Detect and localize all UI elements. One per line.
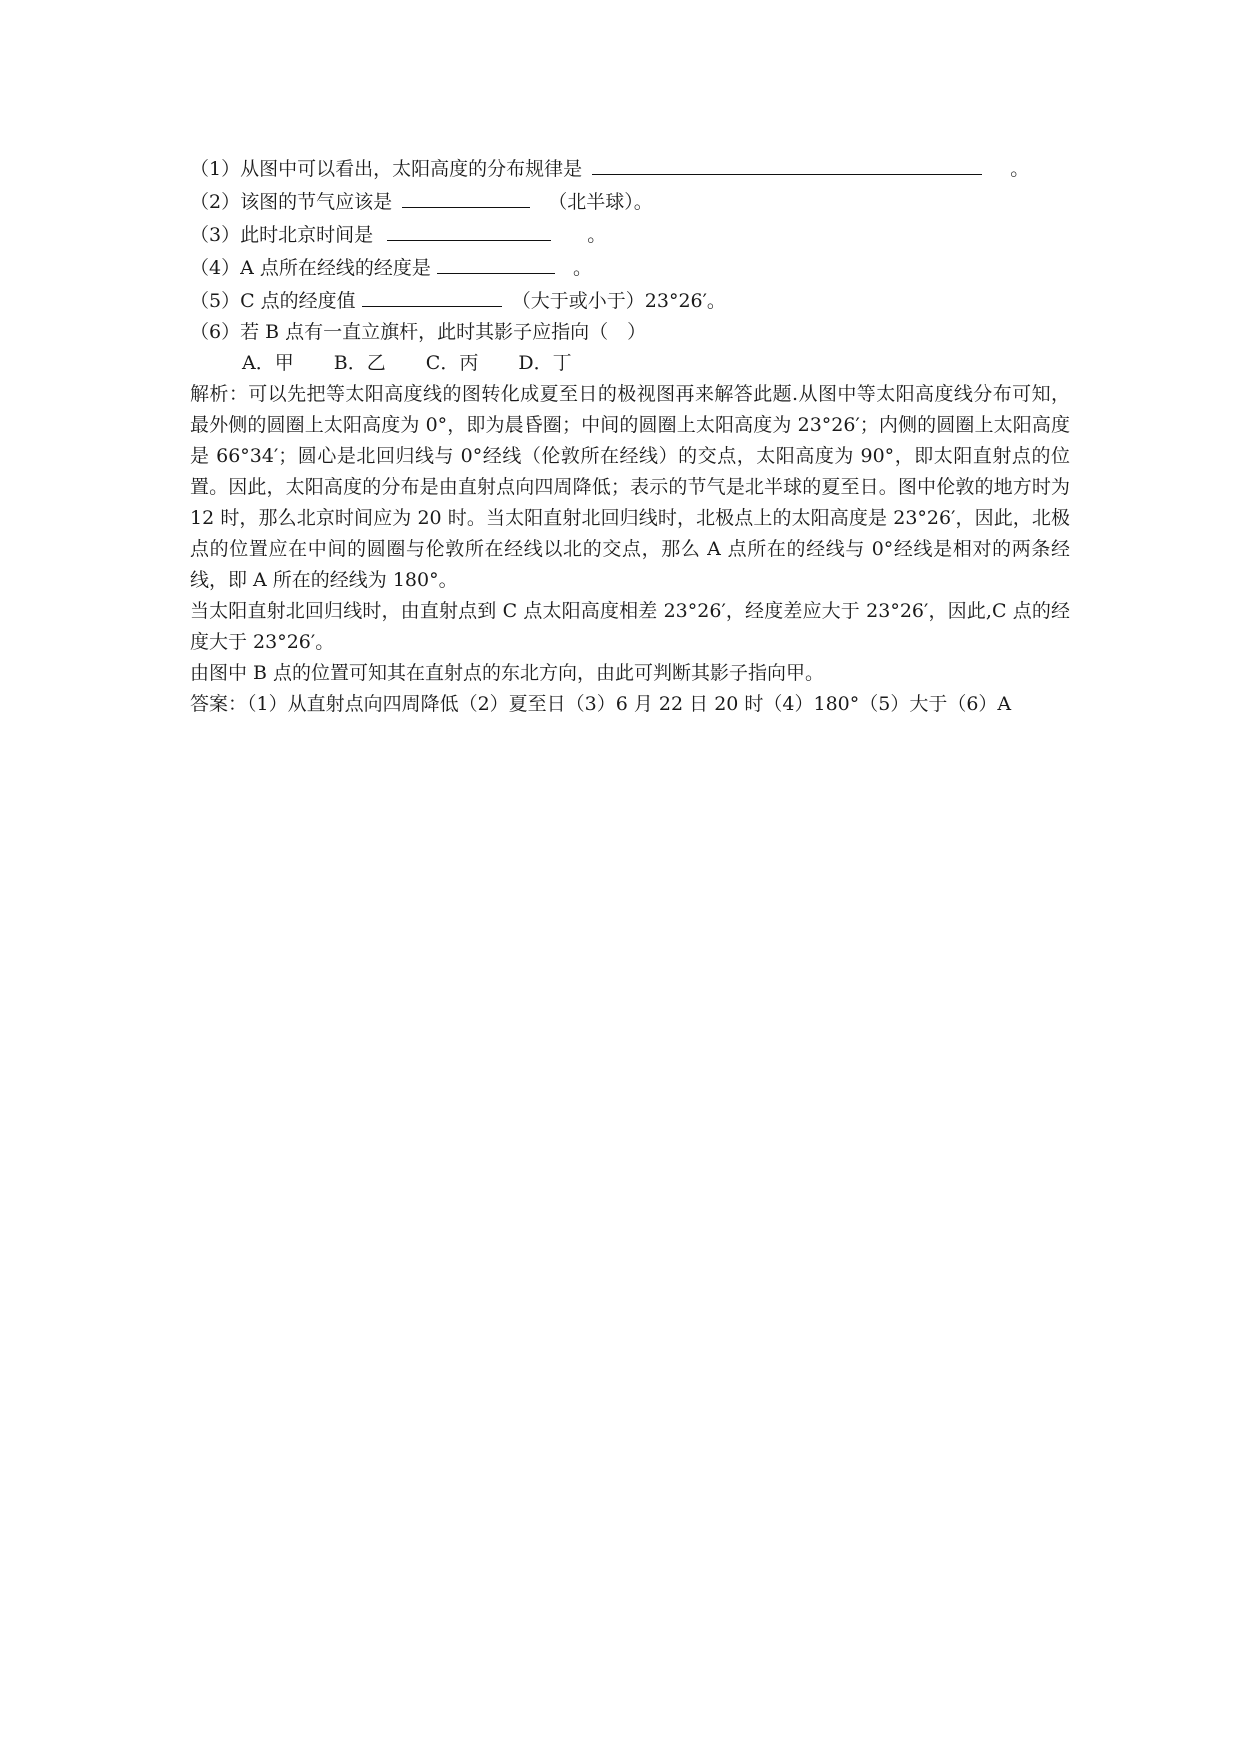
question-5-text: （5）C 点的经度值 bbox=[190, 290, 356, 312]
answer-blank-1[interactable] bbox=[592, 152, 982, 175]
question-5-end: （大于或小于）23°26′。 bbox=[511, 290, 726, 312]
question-2-text: （2）该图的节气应该是 bbox=[190, 191, 393, 213]
document-body bbox=[190, 152, 1070, 720]
question-3-text: （3）此时北京时间是 bbox=[190, 224, 374, 246]
option-b[interactable]: B．乙 bbox=[333, 352, 386, 374]
question-3 bbox=[190, 218, 1070, 251]
answer-blank-5[interactable] bbox=[362, 284, 502, 307]
question-2 bbox=[190, 185, 1070, 218]
question-6 bbox=[190, 317, 1070, 348]
analysis-paragraph: 解析：可以先把等太阳高度线的图转化成夏至日的极视图再来解答此题.从图中等太阳高度线分布可知，最外侧的圆圈上太阳高度为 0°，即为晨昏圈；中间的圆圈上太阳高度为 23°26′；内侧的圆圈上太阳高度是 66°34′；圆心是北回归线与 0°经线（伦敦所在经线）的交点，太阳高度为 90°，即太阳直射点的位置。因此，太阳高度的分布是由直射点向四周降低；表示的节气是北半球的夏至日。图中伦敦的地方时为 12 时，那么北京时间应为 20 时。当太阳直射北回归线时，北极点上的太阳高度是 23°26′，因此，北极点的位置应在中间的圆圈与伦敦所在经线以北的交点，那么 A 点所在的经线与 0°经线是相对的两条经线，即 A 所在的经线为 180°。 bbox=[190, 383, 1070, 591]
question-5 bbox=[190, 284, 1070, 317]
question-1-text: （1）从图中可以看出，太阳高度的分布规律是 bbox=[190, 158, 583, 180]
answer-options bbox=[190, 348, 1070, 379]
question-3-end: 。 bbox=[587, 224, 607, 246]
option-c[interactable]: C．丙 bbox=[425, 352, 479, 374]
option-a[interactable]: A．甲 bbox=[242, 352, 294, 374]
answer-blank-2[interactable] bbox=[402, 185, 530, 208]
question-6-text: （6）若 B 点有一直立旗杆，此时其影子应指向（ ） bbox=[190, 321, 647, 343]
question-4 bbox=[190, 251, 1070, 284]
analysis-paragraph-c-point: 当太阳直射北回归线时，由直射点到 C 点太阳高度相差 23°26′，经度差应大于 23°26′，因此,C 点的经度大于 23°26′。 bbox=[190, 600, 1070, 653]
question-4-text: （4）A 点所在经线的经度是 bbox=[190, 257, 431, 279]
question-4-end: 。 bbox=[572, 257, 592, 279]
option-d[interactable]: D．丁 bbox=[518, 352, 572, 374]
question-1 bbox=[190, 152, 1070, 185]
analysis-paragraph-b-point: 由图中 B 点的位置可知其在直射点的东北方向，由此可判断其影子指向甲。 bbox=[190, 662, 825, 684]
question-1-end: 。 bbox=[1010, 158, 1030, 180]
answer-key: 答案：（1）从直射点向四周降低（2）夏至日（3）6 月 22 日 20 时（4）180°（5）大于（6）A bbox=[190, 693, 1012, 715]
answer-blank-4[interactable] bbox=[437, 251, 555, 274]
answer-blank-3[interactable] bbox=[387, 218, 551, 241]
question-2-end: （北半球）。 bbox=[548, 191, 653, 213]
